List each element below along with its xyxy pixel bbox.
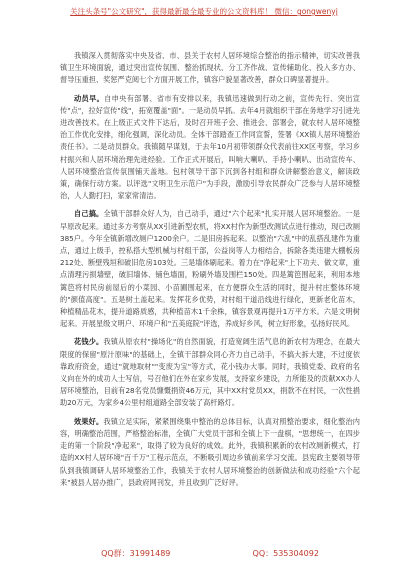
paragraph-mobilize [60,93,360,203]
paragraph-text: 自申央有部署、省市有安排以来，我镇迅速做到行动之前，宣传先行、突出宣传"点"，拉好宣传"线"，拓宽覆盖"面"。一是动员早抓。去年4月就组织干部在务地学习引进先进改善技术。在上级正式文件下达后，及时召开班子会、推进会、部署会，就农村人居环境整治工作优化安排，细化强调，深化动员。全体干部踏查工作同宣誓，签署《XX镇人居环境整治责任书》。二是动员群众。我镇随早谋划，于去年10月初带领群众代表前往XX区考察，学习乡村振兴和人居环境治理先进经验。工作正式开展后，叫响大喇叭、手持小喇叭、出动宣传车、人居环境整治宣传氛围铺天盖地。包村领导干部下沉到各村组和群众讲解整治意义，解读政策，确保行动方案。以评选"文明卫生示范户"为手段，激励引导农民群众广泛参与人居环境整治，人人勤打扫，家家常清洁。 [60,93,360,201]
paragraph-lead: 动员早。 [74,93,105,103]
document-body [60,50,360,495]
paragraph-text: 全镇干部群众好人为，自己动手，通过"六个起来"扎实开展人居环境整治。一是早原改起来。通过多方考察从XX引进新型农机，将XX村作为新型改测试点进行推动，现已改厕385户。今年全镇新增改厕户1200余户。二是旧房拆起来。以整治"六乱"中的乱搭乱建作为重点，通过上级手，控私搭大型机械与村组干部，公益岗等人力相结合，拆除各类违建大棚板房212处、断壁残垣和破旧危房103处。三是墙体刷起来。着力在"净起来"上下功夫、做文章，重点清理污损墙壁，破旧墙体、铺色墙面，粉刷外墙及围栏150处。四是篱笆围起来，利用本地篱笆将村民房前屋后的小菜园、小苗圃围起来，在方便群众生活的同时，提升村庄整体环境的"颜值高度"。五是树土盖起来。发挥花乡优势，对村组干道沿线进行绿化，更新老化苗木，种植精品花木，提升道路质感，共种植苗木1千余株，镇容景观再提升1万平方米。六是文明树起来。开展星级文明户、环境户和"五美庭院"评选，养成好乡风，树立好形象，弘扬好民风。 [60,209,361,329]
paragraph-text: 我镇立足实际，紧紧围绕集中整治的总体目标，认真对照整治要求，细化整治内容，明确整治范围，严格整治标准，全镇广大党员干部和全镇上下一盘棋，"思想统一，在四步走的第一个阶段"净起来"，取得了较为良好的成效。此外，我镇积累新的农村改厕新模式，打造的XX村人居环境"百千万"工程示范点，不断吸引周边乡镇前来学习交流。县宪政主要领导带队到我镇调研人居环境整治工作，我镇关于农村人居环境整治的创新做法和成功经验"六个起来"被县人居办推广，县政府网刊发，并且收到广泛好评。 [60,416,360,487]
paragraph-results [60,416,360,489]
header-banner[interactable]: 关注头条号"公文研究"，获得最新最全最专业的公文资料库！ 微信：gongwenyj [70,7,338,16]
qq-group-label: QQ群：31991489 [101,549,171,558]
paragraph-intro [60,50,360,87]
paragraph-lead: 花钱少。 [74,337,104,347]
paragraph-self-action [60,208,360,330]
paragraph-text: 我镇从原农村"操场化"的自然面貌，打造宽阔生活气息的新农村为理念，在最大限度的保留"原汁原味"的基础上，全镇干部群众同心齐力自己动手，不搞大拆大建，不过度依靠政府资金，通过"就地取材""变废为宝"等方式，花小钱办大事。同时，我镇党委、政府的名义向在外的成功人士写信，号召他们在外在家乡发展，支持家乡建设，力所能及的贡献XX办人居环境整治，目前有28名党员慷慨捐资46万元，其中XX村党员XX，捐款不在村民，一次性捐助20万元，为家乡4公里村组道路全部安装了高杆路灯。 [60,337,360,408]
paragraph-text: 我镇深入贯彻落实中央及省、市、县关于农村人居环境综合整治的指示精神，切实改善我镇卫生环境面貌，通过突出宣传氛围、整治抓现状、分工齐作战、宣传辅助化、投入多方办、督导压重担、奖惩严克阅七个方面开展工作，镇容户貌显著改善，群众口碑显著提升。 [60,51,360,85]
qq-label: QQ：535304092 [252,549,319,558]
paragraph-lead: 效果好。 [74,416,104,426]
paragraph-low-cost [60,336,360,409]
paragraph-lead: 自己搞。 [74,209,104,219]
footer-contacts [60,548,360,559]
